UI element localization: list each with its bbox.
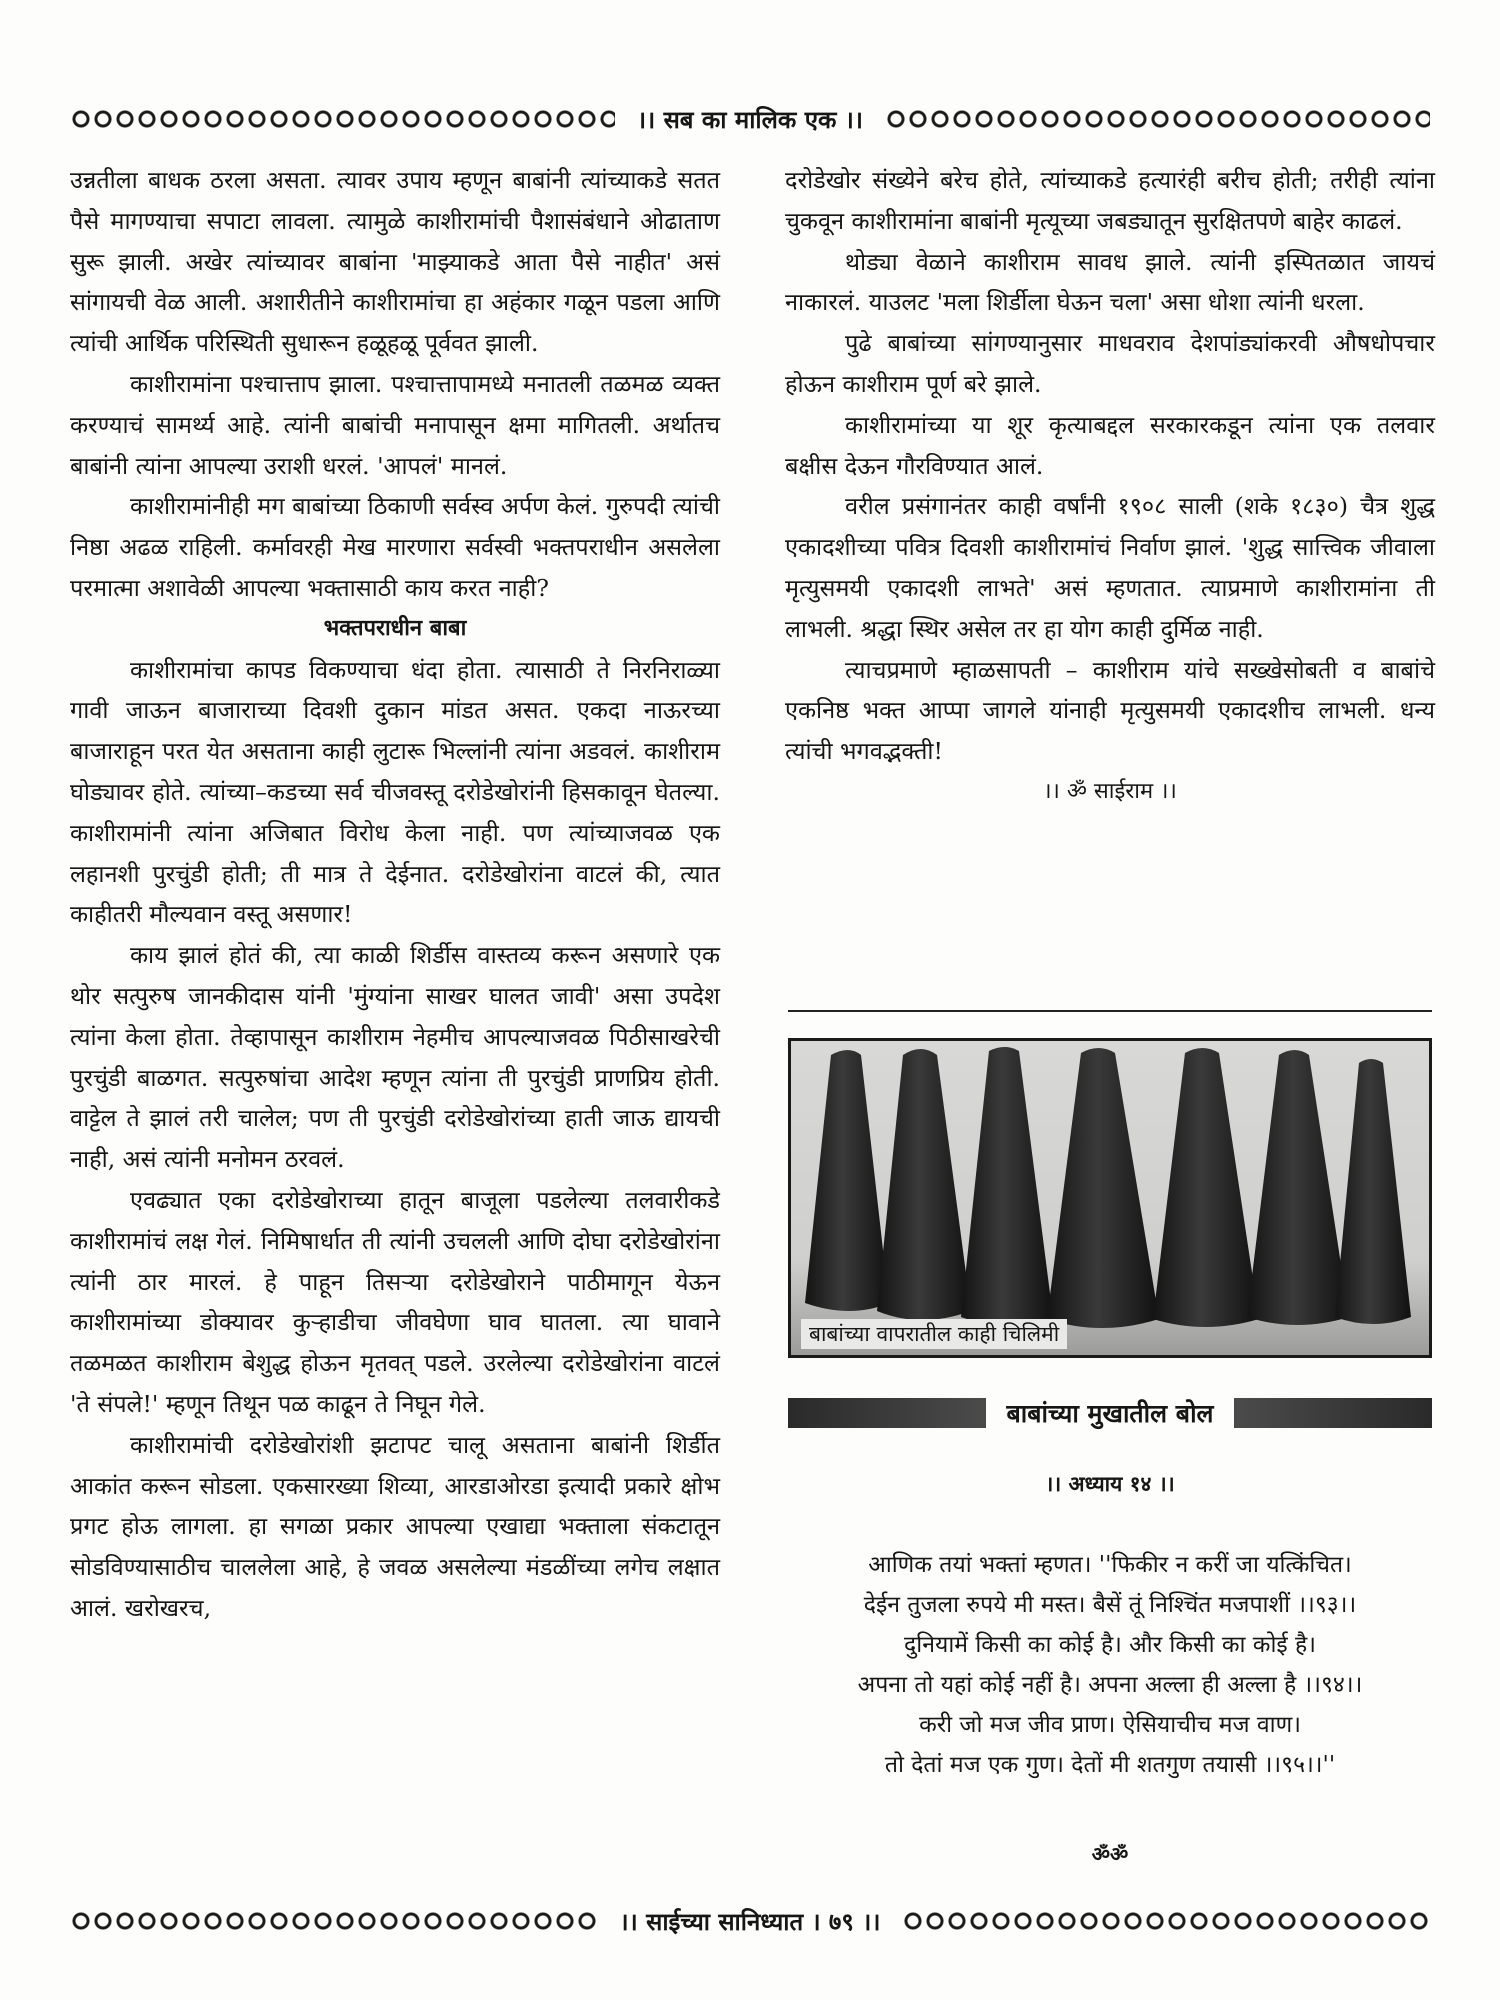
section-heading: भक्तपराधीन बाबा <box>323 615 467 641</box>
sayings-banner <box>788 1390 1432 1436</box>
chillum-shape <box>1247 1050 1349 1325</box>
paragraph: वरील प्रसंगानंतर काही वर्षांनी १९०८ साली (शके १८३०) चैत्र शुद्ध एकादशीच्या पवित्र दिवशी काशीरामांचं निर्वाण झालं. 'शुद्ध सात्त्विक जीवाला मृत्युसमयी एकादशी लाभते' असं म्हणतात. त्याप्रमाणे काशीरामांना ती लाभली. श्रद्धा स्थिर असेल तर हा योग काही दुर्मिळ नाही. <box>785 492 1435 643</box>
decorative-border-right <box>902 1910 1430 1932</box>
paragraph: काशीरामांनीही मग बाबांच्या ठिकाणी सर्वस्व अर्पण केलं. गुरुपदी त्यांची निष्ठा अढळ राहिली. कर्मावरही मेख मारणारा सर्वस्वी भक्तपराधीन असलेला परमात्मा अशावेळी आपल्या भक्तासाठी काय करत नाही? <box>70 492 720 602</box>
decorative-border-left <box>70 108 615 130</box>
paragraph: थोड्या वेळाने काशीराम सावध झाले. त्यांनी इस्पितळात जायचं नाकारलं. याउलट 'मला शिर्डीला घेऊन चला' असा धोशा त्यांनी धरला. <box>785 247 1435 317</box>
verse-line: आणिक तयां भक्तां म्हणत। ''फिकीर न करीं जा यत्किंचित। <box>868 1552 1352 1578</box>
paragraph: उन्नतीला बाधक ठरला असता. त्यावर उपाय म्हणून बाबांनी त्यांच्याकडे सतत पैसे मागण्याचा सपाटा लावला. त्यामुळे काशीरामांची पैशासंबंधाने ओढाताण सुरू झाली. अखेर त्यांच्यावर बाबांना 'माझ्याकडे आता पैसे नाहीत' असं सांगायची वेळ आली. अशारीतीने काशीरामांचा हा अहंकार गळून पडला आणि त्यांची आर्थिक परिस्थिती सुधारून हळूहळू पूर्ववत झाली. <box>70 166 720 358</box>
verse-line: करी जो मज जीव प्राण। ऐसियाचीच मज वाण। <box>919 1712 1301 1738</box>
verse-line: देईन तुजला रुपये मी मस्त। बैसें तूं निश्चिंत मजपाशीं ।।९३।। <box>863 1592 1357 1618</box>
chillum-shape <box>1153 1048 1259 1327</box>
banner-title: बाबांच्या मुखातील बोल <box>986 1394 1233 1432</box>
closing-salutation: ।। ॐ साईराम ।। <box>1043 778 1177 804</box>
right-column <box>785 160 1435 813</box>
chillum-shape <box>1047 1048 1159 1328</box>
verse-block <box>788 1545 1432 1785</box>
paragraph: काशीरामांचा कापड विकण्याचा धंदा होता. त्यासाठी ते निरनिराळ्या गावी जाऊन बाजाराच्या दिवशी दुकान मांडत असत. एकदा नाऊरच्या बाजाराहून परत येत असताना काही लुटारू भिल्लांनी त्यांना अडवलं. काशीराम घोड्यावर होते. त्यांच्या–कडच्या सर्व चीजवस्तू दरोडेखोरांनी हिसकावून घेतल्या. काशीरामांनी त्यांना अजिबात विरोध केला नाही. पण त्यांच्याजवळ एक लहानशी पुरचुंडी होती; ती मात्र ते देईनात. दरोडेखोरांना वाटलं की, त्यात काहीतरी मौल्यवान वस्तू असणार! <box>70 655 720 929</box>
section-divider <box>788 1010 1432 1012</box>
verse-line: अपना तो यहां कोई नहीं है। अपना अल्ला ही अल्ला है ।।९४।। <box>857 1672 1363 1698</box>
decorative-border-left <box>70 1910 598 1932</box>
footer-page-label: ।। साईच्या सानिध्यात । ७९ ।। <box>619 1907 881 1936</box>
paragraph: त्याचप्रमाणे म्हाळसापती – काशीराम यांचे सख्खेसोबती व बाबांचे एकनिष्ठ भक्त आप्पा जागले यांनाही मृत्युसमयी एकादशीच लाभली. धन्य त्यांची भगवद्भक्ती! <box>785 655 1435 766</box>
paragraph: पुढे बाबांच्या सांगण्यानुसार माधवराव देशपांड्यांकरवी औषधोपचार होऊन काशीराम पूर्ण बरे झाले. <box>785 329 1435 398</box>
header-band <box>70 96 1430 142</box>
decorative-border-right <box>885 108 1430 130</box>
verse-line: तो देतां मज एक गुण। देतों मी शतगुण तयासी ।।९५।।'' <box>884 1752 1336 1778</box>
paragraph: काशीरामांची दरोडेखोरांशी झटापट चालू असताना बाबांनी शिर्डीत आकांत करून सोडला. एकसारख्या शिव्या, आरडाओरडा इत्यादी प्रकारे क्षोभ प्रगट होऊ लागला. हा सगळा प्रकार आपल्या एखाद्या भक्ताला संकटातून सोडविण्यासाठीच चाललेला आहे, हे जवळ असलेल्या मंडळींच्या लगेच लक्षात आलं. खरोखरच, <box>70 1430 721 1622</box>
chillum-illustration <box>791 1041 1429 1355</box>
paragraph: काशीरामांना पश्चात्ताप झाला. पश्चात्तापामध्ये मनातली तळमळ व्यक्त करण्याचं सामर्थ्य आहे. त्यांनी बाबांची मनापासून क्षमा मागितली. अर्थातच बाबांनी त्यांना आपल्या उराशी धरलं. 'आपलं' मानलं. <box>70 369 720 480</box>
end-ornament: ॐॐ <box>1091 1842 1129 1866</box>
left-column <box>70 160 720 1629</box>
chillum-shape <box>877 1049 971 1320</box>
chillum-shape <box>1335 1059 1411 1324</box>
chillum-photo <box>788 1038 1432 1358</box>
paragraph: दरोडेखोर संख्येने बरेच होते, त्यांच्याकडे हत्यारंही बरीच होती; तरीही त्यांना चुकवून काशीरामांना बाबांनी मृत्यूच्या जबड्यातून सुरक्षितपणे बाहेर काढलं. <box>785 166 1435 235</box>
chapter-label: ।। अध्याय १४ ।। <box>1045 1472 1175 1496</box>
header-title: ।। सब का मालिक एक ।। <box>637 105 863 134</box>
paragraph: काय झालं होतं की, त्या काळी शिर्डीस वास्तव्य करून असणारे एक थोर सत्पुरुष जानकीदास यांनी 'मुंग्यांना साखर घालत जावी' असा उपदेश त्यांना केला होता. तेव्हापासून काशीराम नेहमीच आपल्याजवळ पिठीसाखरेची पुरचुंडी बाळगत. सत्पुरुषांचा आदेश म्हणून त्यांना ती पुरचुंडी प्राणप्रिय होती. वाट्टेल ते झालं तरी चालेल; पण ती पुरचुंडी दरोडेखोरांच्या हाती जाऊ द्यायची नाही, असं त्यांनी मनोमन ठरवलं. <box>70 941 720 1174</box>
paragraph: एवढ्यात एका दरोडेखोराच्या हातून बाजूला पडलेल्या तलवारीकडे काशीरामांचं लक्ष गेलं. निमिषार्धात ती त्यांनी उचलली आणि दोघा दरोडेखोरांना त्यांनी ठार मारलं. हे पाहून तिसऱ्या दरोडेखोराने पाठीमागून येऊन काशीरामांच्या डोक्यावर कुऱ्हाडीचा जीवघेणा घाव घातला. त्या घावाने तळमळत काशीराम बेशुद्ध होऊन मृतवत् पडले. उरलेल्या दरोडेखोरांना वाटलं 'ते संपले!' म्हणून तिथून पळ काढून ते निघून गेले. <box>70 1185 720 1418</box>
chillum-shape <box>961 1047 1053 1325</box>
verse-line: दुनियामें किसी का कोई है। और किसी का कोई है। <box>904 1632 1316 1658</box>
chillum-shape <box>805 1050 889 1311</box>
photo-caption: बाबांच्या वापरातील काही चिलिमी <box>801 1319 1067 1349</box>
paragraph: काशीरामांच्या या शूर कृत्याबद्दल सरकारकडून त्यांना एक तलवार बक्षीस देऊन गौरविण्यात आलं. <box>785 410 1435 480</box>
footer-band <box>70 1898 1430 1944</box>
